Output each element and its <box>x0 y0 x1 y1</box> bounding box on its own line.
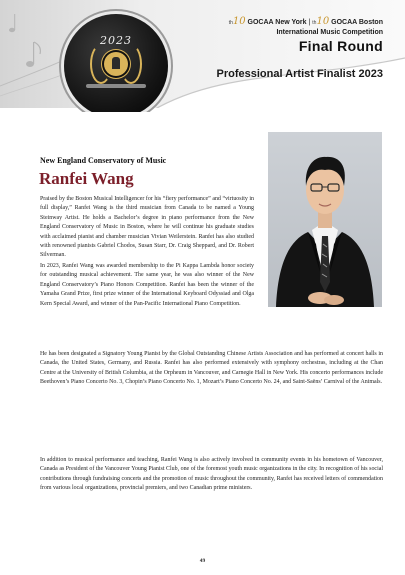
edition-number: 10 <box>316 16 330 27</box>
bio-paragraph-3: He has been designated a Signatory Young Pianist by the Global Outstanding Chinese Artists Association and has performed at concert halls in Canada, the United States, Germany, and Russia. Ranfei has also performed extensively with symphony orchestras, including at the Chan Centre at the University of British Columbia, at the Orpheum in Vancouver, and Carnegie Hall in New York. His concerto performances include Beethoven’s Piano Concerto No. 3, Chopin’s Piano Concerto No. 1, Mozart’s Piano Concerto No. 24, and Saint-Saëns’ Carnival of the Animals. <box>40 351 383 386</box>
bio-paragraph-1: Praised by the Boston Musical Intelligencer for his “fiery performance” and “virtuosity in full display,” Ranfei Wang is the third musician from Canada to be named a Young Steinway Artist. He holds a Bachelor’s degree in piano performance from the New England Conservatory of Music in Boston, where he will continue his graduate studies with acclaimed pianist and chamber musician Vivian Weilerstein. Ranfei has also studied with renowned pianists Gabriel Chodos, Susan Starr, Dr. Craig Sheppard, and Dr. Robert Silverman. <box>40 196 254 259</box>
artist-photo <box>268 132 382 307</box>
competition-name: International Music Competition <box>276 29 383 36</box>
competition-logo <box>64 14 168 112</box>
separator: | <box>308 19 311 26</box>
page-number: 49 <box>199 558 206 564</box>
category-title: Professional Artist Finalist 2023 <box>216 68 383 80</box>
bio-paragraph-4: In addition to musical performance and teaching, Ranfei Wang is also actively involved in community events in his hometown of Vancouver, Canada as President of the Vancouver Young Pianist Club, one of the foremost youth music organizations in the city. In recognition of his social contributions through fundraising concerts and the promotion of music throughout the community, Ranfei has received letters of commendation from various local organizations, provincial premiers, and two Canadian prime ministers. <box>40 457 383 492</box>
page-header <box>0 0 405 112</box>
location-boston: GOCAA Boston <box>331 19 383 26</box>
artist-school: New England Conservatory of Music <box>40 156 167 165</box>
portrait-image <box>268 132 382 307</box>
competition-editions <box>229 16 383 27</box>
bio-paragraph-2: In 2023, Ranfei Wang was awarded membership to the Pi Kappa Lambda honor society for outstanding musical achievement. The same year, he was also winner of the New England Conservatory’s Piano Honors Competition. Ranfei has been the winner of the Yamaha Grand Prize, first prize winner of the International Keyboard Odyssiad and Olga Kern Special Award, and winner of the Pan-Pacific International Piano Competition. <box>40 263 254 307</box>
edition-number: 10 <box>232 16 246 27</box>
artist-name: Ranfei Wang <box>39 169 134 188</box>
logo-base <box>86 84 146 88</box>
edition-suffix: th <box>312 20 317 26</box>
location-new-york: GOCAA New York <box>247 19 307 26</box>
edition-suffix: th <box>228 20 233 26</box>
stage-title: Final Round <box>298 38 383 54</box>
logo-year: 2023 <box>100 34 132 47</box>
emblem-icon <box>104 52 128 76</box>
